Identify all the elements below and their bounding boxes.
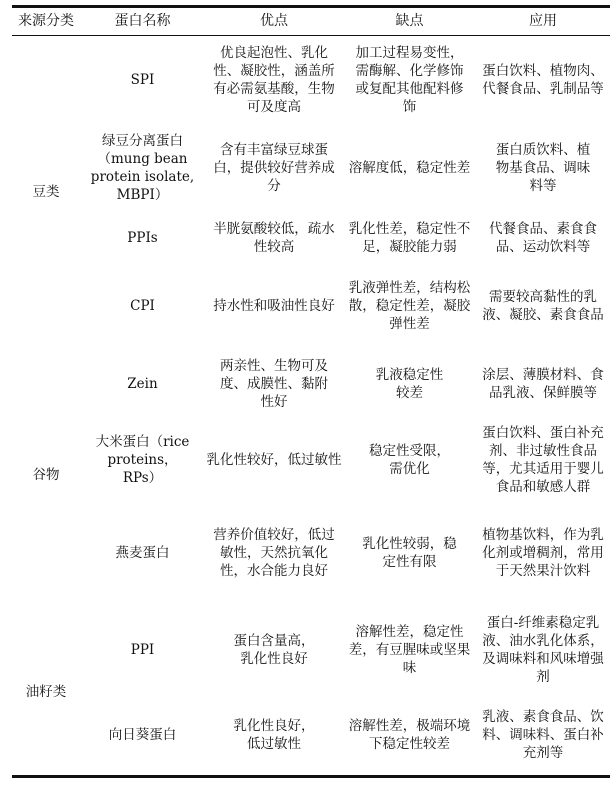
row-ppi-uses: 蛋白-纤维素稳定乳液、油水乳化体系，及调味料和风味增强剂 xyxy=(482,615,604,685)
row-zein-name: Zein xyxy=(127,376,158,392)
row-zein-cons: 乳液稳定性较差 xyxy=(375,367,444,401)
row-spi-pros: 优良起泡性、乳化性、凝胶性，涵盖所有必需氨基酸，生物可及度高 xyxy=(213,45,335,115)
header-rule xyxy=(12,35,610,36)
row-mbpi-cons: 溶解度低，稳定性差 xyxy=(348,160,471,176)
header-cons: 缺点 xyxy=(395,13,424,29)
row-ppi-name: PPI xyxy=(130,642,155,658)
row-cpi-uses: 需要较高黏性的乳液、凝胶、素食食品 xyxy=(482,289,604,323)
row-rps-name: 大米蛋白（rice proteins，RPs） xyxy=(95,434,190,486)
category-oilseeds: 油籽类 xyxy=(25,684,67,700)
row-sunflower-name: 向日葵蛋白 xyxy=(108,727,177,743)
category-grains: 谷物 xyxy=(32,467,60,483)
header-protein-name: 蛋白名称 xyxy=(114,13,171,29)
header-category: 来源分类 xyxy=(18,13,74,29)
row-sunflower-pros: 乳化性良好，低过敏性 xyxy=(233,718,315,752)
row-mbpi-name: 绿豆分离蛋白（mung bean protein isolate, MBPI） xyxy=(90,133,195,203)
row-rps-pros: 乳化性较好，低过敏性 xyxy=(206,452,342,468)
row-oat-uses: 植物基饮料，作为乳化剂或增稠剂，常用于天然果汁饮料 xyxy=(482,527,604,579)
row-ppi-cons: 溶解性差，稳定性差，有豆腥味或坚果味 xyxy=(348,624,471,676)
row-mbpi-pros: 含有丰富绿豆球蛋白，提供较好营养成分 xyxy=(213,142,335,194)
row-spi-uses: 蛋白饮料、植物肉、代餐食品、乳制品等 xyxy=(482,63,604,97)
row-cpi-cons: 乳液弹性差，结构松散，稳定性差，凝胶弹性差 xyxy=(348,280,471,332)
header-uses: 应用 xyxy=(529,13,557,29)
row-rps-cons: 稳定性受限，需优化 xyxy=(369,443,450,477)
row-mbpi-uses: 蛋白质饮料、植物基食品、调味料等 xyxy=(495,142,591,194)
row-rps-uses: 蛋白饮料、蛋白补充剂、非过敏性食品等，尤其适用于婴儿食品和敏感人群 xyxy=(482,425,604,495)
row-spi-name: SPI xyxy=(130,72,155,88)
row-ppis-name: PPIs xyxy=(127,230,158,246)
row-sunflower-cons: 溶解性差，极端环境下稳定性较差 xyxy=(348,718,471,752)
row-oat-cons: 乳化性较弱，稳定性有限 xyxy=(362,536,457,570)
row-ppis-pros: 半胱氨酸较低，疏水性较高 xyxy=(213,221,335,255)
header-pros: 优点 xyxy=(260,13,288,29)
row-oat-pros: 营养价值较好，低过敏性，天然抗氧化性，水合能力良好 xyxy=(213,527,335,579)
row-ppis-uses: 代餐食品、素食食品、运动饮料等 xyxy=(489,221,597,255)
row-oat-name: 燕麦蛋白 xyxy=(115,545,170,561)
category-legumes: 豆类 xyxy=(32,184,60,200)
row-ppi-pros: 蛋白含量高，乳化性良好 xyxy=(233,633,315,667)
row-cpi-name: CPI xyxy=(130,298,155,314)
bottom-rule xyxy=(12,775,610,778)
row-sunflower-uses: 乳液、素食食品、饮料、调味料、蛋白补充剂等 xyxy=(482,709,604,761)
row-zein-pros: 两亲性、生物可及度、成膜性、黏附性好 xyxy=(220,358,328,410)
row-spi-cons: 加工过程易变性，需酶解、化学修饰或复配其他配料修饰 xyxy=(355,45,464,115)
row-zein-uses: 涂层、薄膜材料、食品乳液、保鲜膜等 xyxy=(482,367,604,401)
row-ppis-cons: 乳化性差，稳定性不足，凝胶能力弱 xyxy=(348,221,471,255)
row-cpi-pros: 持水性和吸油性良好 xyxy=(213,298,335,314)
